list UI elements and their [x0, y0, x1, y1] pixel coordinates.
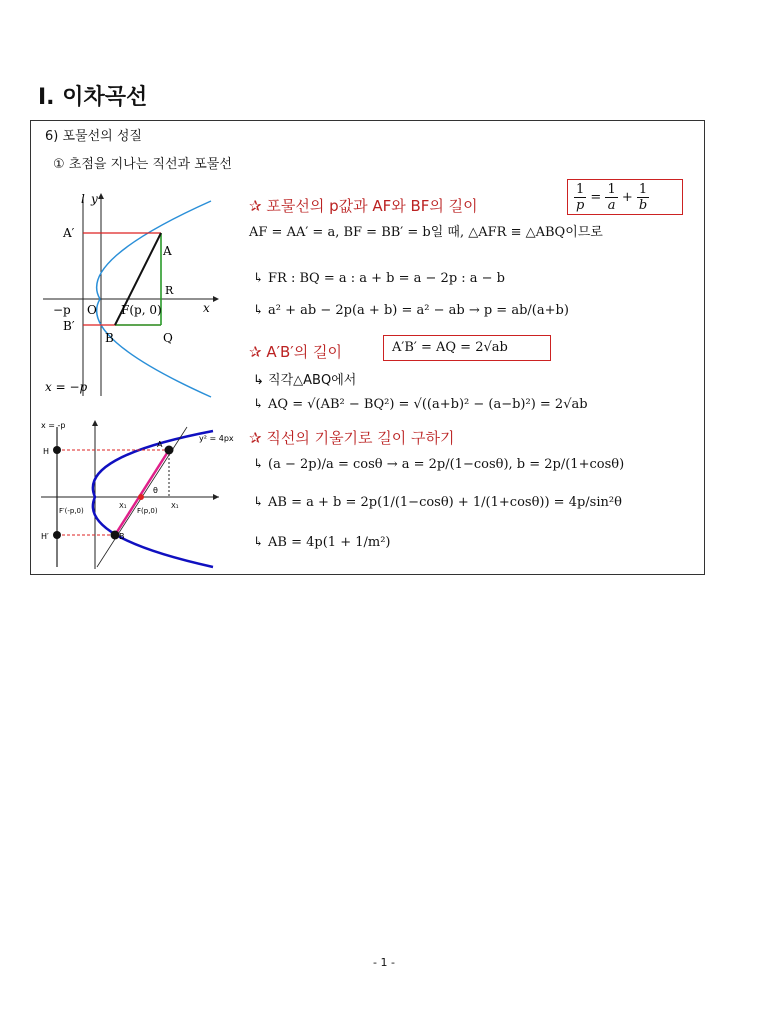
block1-line3: ↳ a² + ab − 2p(a + b) = a² − ab → p = ab/(a+b) [253, 303, 569, 318]
fig2-label: A [157, 440, 163, 449]
fig2-label: F′(-p,0) [59, 507, 84, 515]
fig2-label: x = -p [41, 421, 66, 430]
block1-heading: ✰ 포물선의 p값과 AF와 BF의 길이 [249, 197, 478, 215]
fig1-label: y [91, 192, 98, 206]
block2-line1: ↳ 직각△ABQ에서 [253, 373, 357, 388]
page-title: Ⅰ. 이차곡선 [38, 85, 148, 110]
block3-line1: ↳ (a − 2p)/a = cosθ → a = 2p/(1−cosθ), b = 2p/(1+cosθ) [253, 457, 625, 472]
content-box [30, 120, 705, 575]
fig1-label: B′ [63, 319, 75, 333]
block3-line2: ↳ AB = a + b = 2p(1/(1−cosθ) + 1/(1+cosθ)) = 4p/sin²θ [253, 495, 622, 510]
section-heading: 6) 포물선의 성질 [45, 129, 142, 144]
fig2-label: X₁ [119, 502, 127, 510]
fig2-label: F(p,0) [137, 507, 158, 515]
block3-line3: ↳ AB = 4p(1 + 1/m²) [253, 535, 391, 550]
fig2-label: H [43, 447, 50, 456]
fig2-label: B [119, 532, 125, 541]
fig1-label: A [163, 244, 172, 258]
fig1-label: l [81, 192, 85, 206]
parabola-figure-1 [37, 191, 219, 401]
fig1-label: F(p, 0) [121, 303, 162, 317]
fig1-label: −p [53, 303, 71, 317]
fig1-label: R [165, 284, 174, 297]
fig1-label: x [203, 301, 210, 315]
block1-formula-box: $\frac{1}{p}$ = $\frac{1}{a}$ + $\frac{1}{b}$ [567, 179, 683, 215]
block3-heading: ✰ 직선의 기울기로 길이 구하기 [249, 429, 455, 447]
fig1-label: Q [163, 331, 173, 345]
block2-formula-box: A′B′ = AQ = 2√ab [383, 335, 551, 361]
parabola-figure-2 [37, 417, 234, 571]
block2-line2: ↳ AQ = √(AB² − BQ²) = √((a+b)² − (a−b)²) = 2√ab [253, 397, 588, 412]
block1-line2: ↳ FR : BQ = a : a + b = a − 2p : a − b [253, 271, 506, 286]
fig1-label: O [87, 303, 97, 317]
fig1-label: A′ [63, 226, 75, 240]
fig1-label: x = −p [45, 380, 88, 394]
fig2-label: y² = 4px [199, 434, 234, 443]
subsection-heading: ① 초점을 지나는 직선과 포물선 [53, 157, 232, 172]
page-number: - 1 - [373, 956, 395, 969]
block1-line1: AF = AA′ = a, BF = BB′ = b일 때, △AFR ≡ △ABQ이므로 [249, 225, 603, 240]
block2-heading: ✰ A′B′의 길이 [249, 343, 342, 361]
fig2-label: X₁ [171, 502, 179, 510]
fig2-label: H′ [41, 532, 49, 541]
fig2-label: θ [153, 486, 158, 495]
fig1-label: B [105, 331, 114, 345]
